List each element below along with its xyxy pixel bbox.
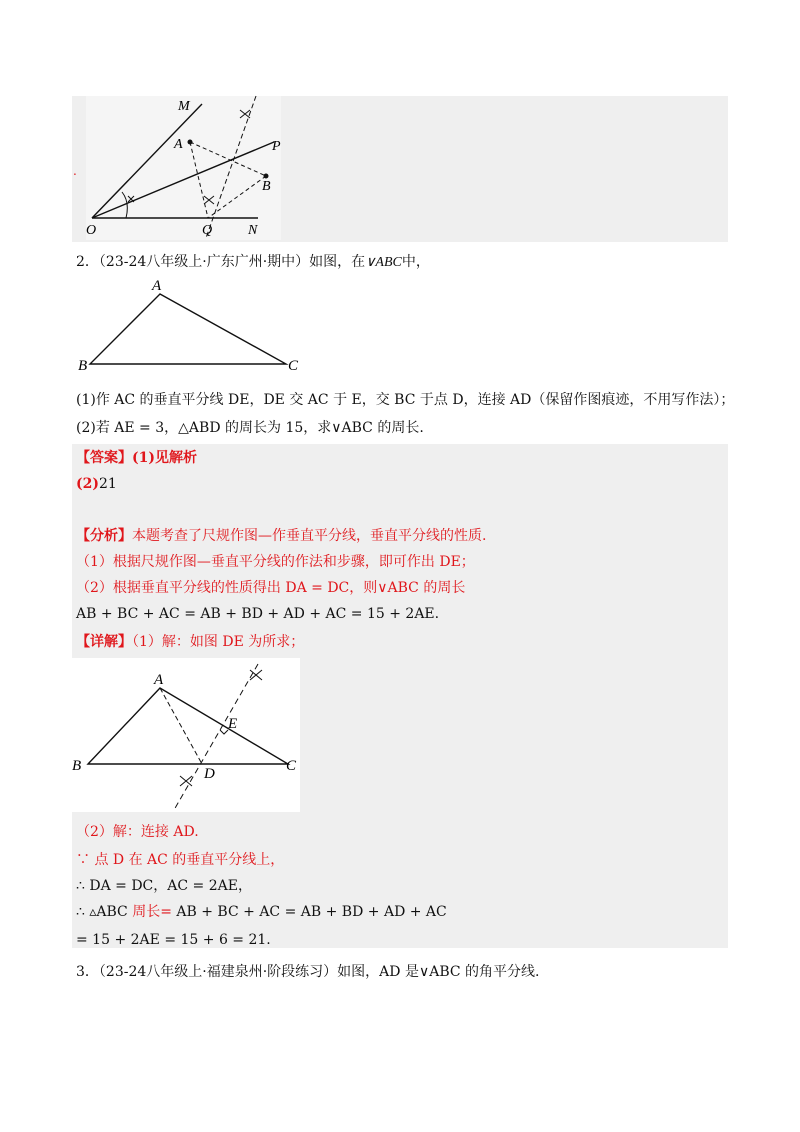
q2-triangle: ∨ABC <box>365 255 402 270</box>
point-A <box>188 140 193 145</box>
analysis-line <box>76 526 486 546</box>
q2-source: （23-24八年级上·广东广州·期中）如图，在 <box>98 254 366 270</box>
answer-line2 <box>76 474 117 494</box>
analysis-text: 本题考查了尺规作图—作垂直平分线，垂直平分线的性质. <box>132 528 487 544</box>
fig-label-A: A <box>152 278 162 294</box>
solution-svg <box>72 658 300 812</box>
point-B <box>264 174 269 179</box>
label-Q: Q <box>202 223 213 238</box>
label-P: P <box>272 139 281 154</box>
label-N: N <box>248 223 258 238</box>
label-A: A <box>174 137 183 152</box>
q3-line <box>76 962 539 982</box>
q2-triangle-figure <box>80 276 300 372</box>
analysis-l2: （2）根据垂直平分线的性质得出 DA = DC，则∨ABC 的周长 <box>76 580 466 596</box>
q2-number: 2． <box>76 254 99 270</box>
detail-text: （1）解：如图 DE 为所求； <box>132 634 305 650</box>
answer-part2-num: (2) <box>76 476 99 492</box>
detail-s2: ∵ 点 D 在 AC 的垂直平分线上， <box>76 852 285 868</box>
segment-AB <box>190 142 266 176</box>
q2-part1: (1)作 AC 的垂直平分线 DE，DE 交 AC 于 E，交 BC 于点 D，连接 AD（保留作图痕迹，不用写作法）； <box>76 392 735 408</box>
triangle-svg <box>80 276 300 372</box>
triangle-ABC <box>90 294 286 364</box>
answer-label: 【答案】 <box>76 450 132 466</box>
angle-figure-svg <box>86 96 281 240</box>
detail-s4-expr: AB + BC + AC = AB + BD + AD + AC <box>176 904 447 920</box>
compass-mark-bottom <box>204 196 214 204</box>
detail-s5: = 15 + 2AE = 15 + 6 = 21. <box>76 932 271 948</box>
sol-label-E: E <box>228 716 238 732</box>
detail-s3: ∴ DA = DC，AC = 2AE， <box>76 878 252 894</box>
detail-label: 【详解】 <box>76 634 132 650</box>
fig-label-B: B <box>78 358 88 374</box>
sol-label-D: D <box>204 766 215 782</box>
segment-BQ <box>208 176 266 218</box>
label-M: M <box>178 99 190 114</box>
sol-label-A: A <box>154 672 164 688</box>
label-B: B <box>262 179 271 194</box>
detail-line <box>76 632 304 652</box>
ray-OM <box>92 104 202 218</box>
q2-tail: 中， <box>401 254 430 270</box>
segment-AD <box>160 688 202 764</box>
q3-number: 3． <box>76 964 99 980</box>
answer-line1 <box>76 448 197 468</box>
solution-figure <box>72 658 300 812</box>
detail-s1: （2）解：连接 AD. <box>76 824 199 840</box>
segment-AQ <box>190 142 208 218</box>
q2-part2: (2)若 AE = 3，△ABD 的周长为 15，求∨ABC 的周长. <box>76 420 424 436</box>
q3-text: （23-24八年级上·福建泉州·阶段练习）如图，AD 是∨ABC 的角平分线. <box>98 964 540 980</box>
detail-s4 <box>76 902 447 922</box>
analysis-l3: AB + BC + AC = AB + BD + AD + AC = 15 + 2AE. <box>76 606 440 622</box>
compass-mark-top <box>240 110 250 118</box>
analysis-l1: （1）根据尺规作图—垂直平分线的作法和步骤，即可作出 DE； <box>76 554 475 570</box>
detail-s4-triangle: ∴ ▵ABC <box>76 904 128 920</box>
analysis-label: 【分析】 <box>76 528 132 544</box>
fig-label-C: C <box>288 358 299 374</box>
label-O: O <box>86 223 97 238</box>
sol-label-B: B <box>72 758 82 774</box>
sol-label-C: C <box>286 758 297 774</box>
answer-part2-value: 21 <box>99 476 117 492</box>
solution-triangle <box>88 688 288 764</box>
perp-bisector-DE <box>174 664 258 810</box>
angle-bisector-figure <box>86 96 281 240</box>
q2-header <box>76 252 430 273</box>
right-angle-mark <box>220 730 228 734</box>
ray-OP <box>92 142 274 218</box>
answer-part1: (1)见解析 <box>132 450 197 466</box>
stray-mark: . <box>73 164 77 178</box>
detail-s4-perimeter: 周长= <box>132 904 172 920</box>
